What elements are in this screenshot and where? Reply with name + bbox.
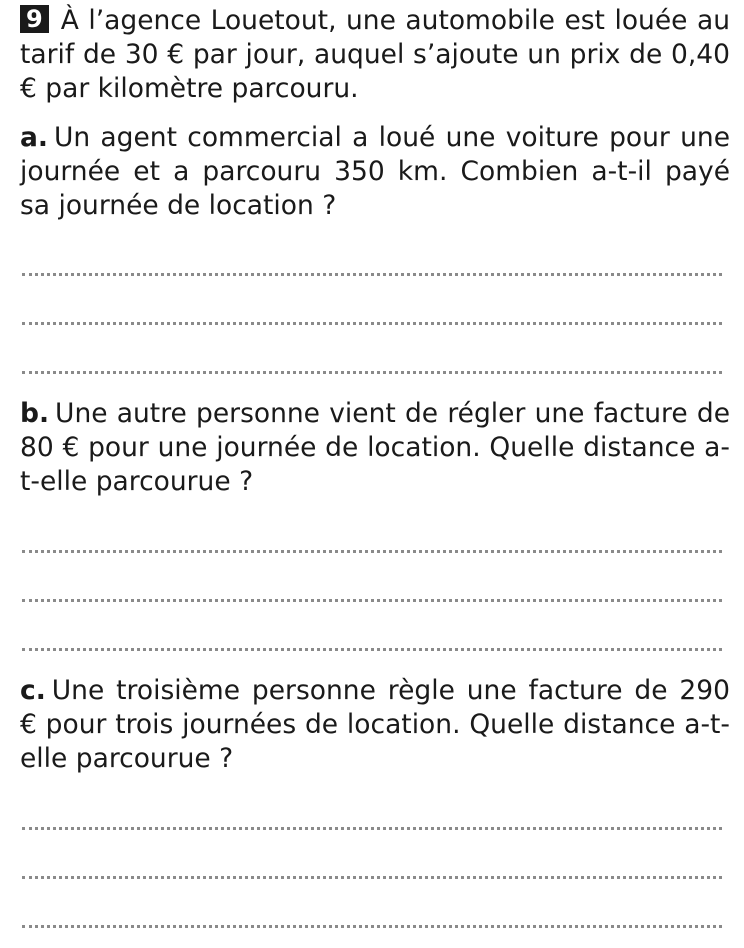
question-a-text: Un agent commercial a loué une voiture pour une journée et a parcouru 350 km. Combien a-t-il payé sa journée de location ? (20, 122, 730, 221)
question-b-text: Une autre personne vient de régler une facture de 80 € pour une journée de location. Quelle distance a-t-elle parcourue ? (20, 398, 730, 497)
question-a (20, 121, 730, 223)
answer-line-b-1[interactable] (22, 550, 722, 553)
answer-line-b-2[interactable] (22, 599, 722, 602)
question-c (20, 674, 730, 776)
answer-line-a-2[interactable] (22, 322, 722, 325)
answer-line-c-2[interactable] (22, 876, 722, 879)
question-a-letter: a. (20, 122, 48, 153)
answer-line-c-3[interactable] (22, 925, 722, 928)
exercise-intro-text: À l’agence Louetout, une automobile est louée au tarif de 30 € par jour, auquel s’ajoute un prix de 0,40 € par kilomètre parcouru. (20, 5, 730, 104)
answer-line-a-3[interactable] (22, 371, 722, 374)
answer-line-b-3[interactable] (22, 648, 722, 651)
question-b (20, 397, 730, 499)
question-c-letter: c. (20, 675, 46, 706)
exercise-number-badge: 9 (20, 5, 49, 33)
answer-line-c-1[interactable] (22, 827, 722, 830)
question-b-letter: b. (20, 398, 50, 429)
exercise-intro (20, 4, 730, 106)
question-c-text: Une troisième personne règle une facture de 290 € pour trois journées de location. Quelle distance a-t-elle parcourue ? (20, 675, 730, 774)
answer-line-a-1[interactable] (22, 273, 722, 276)
